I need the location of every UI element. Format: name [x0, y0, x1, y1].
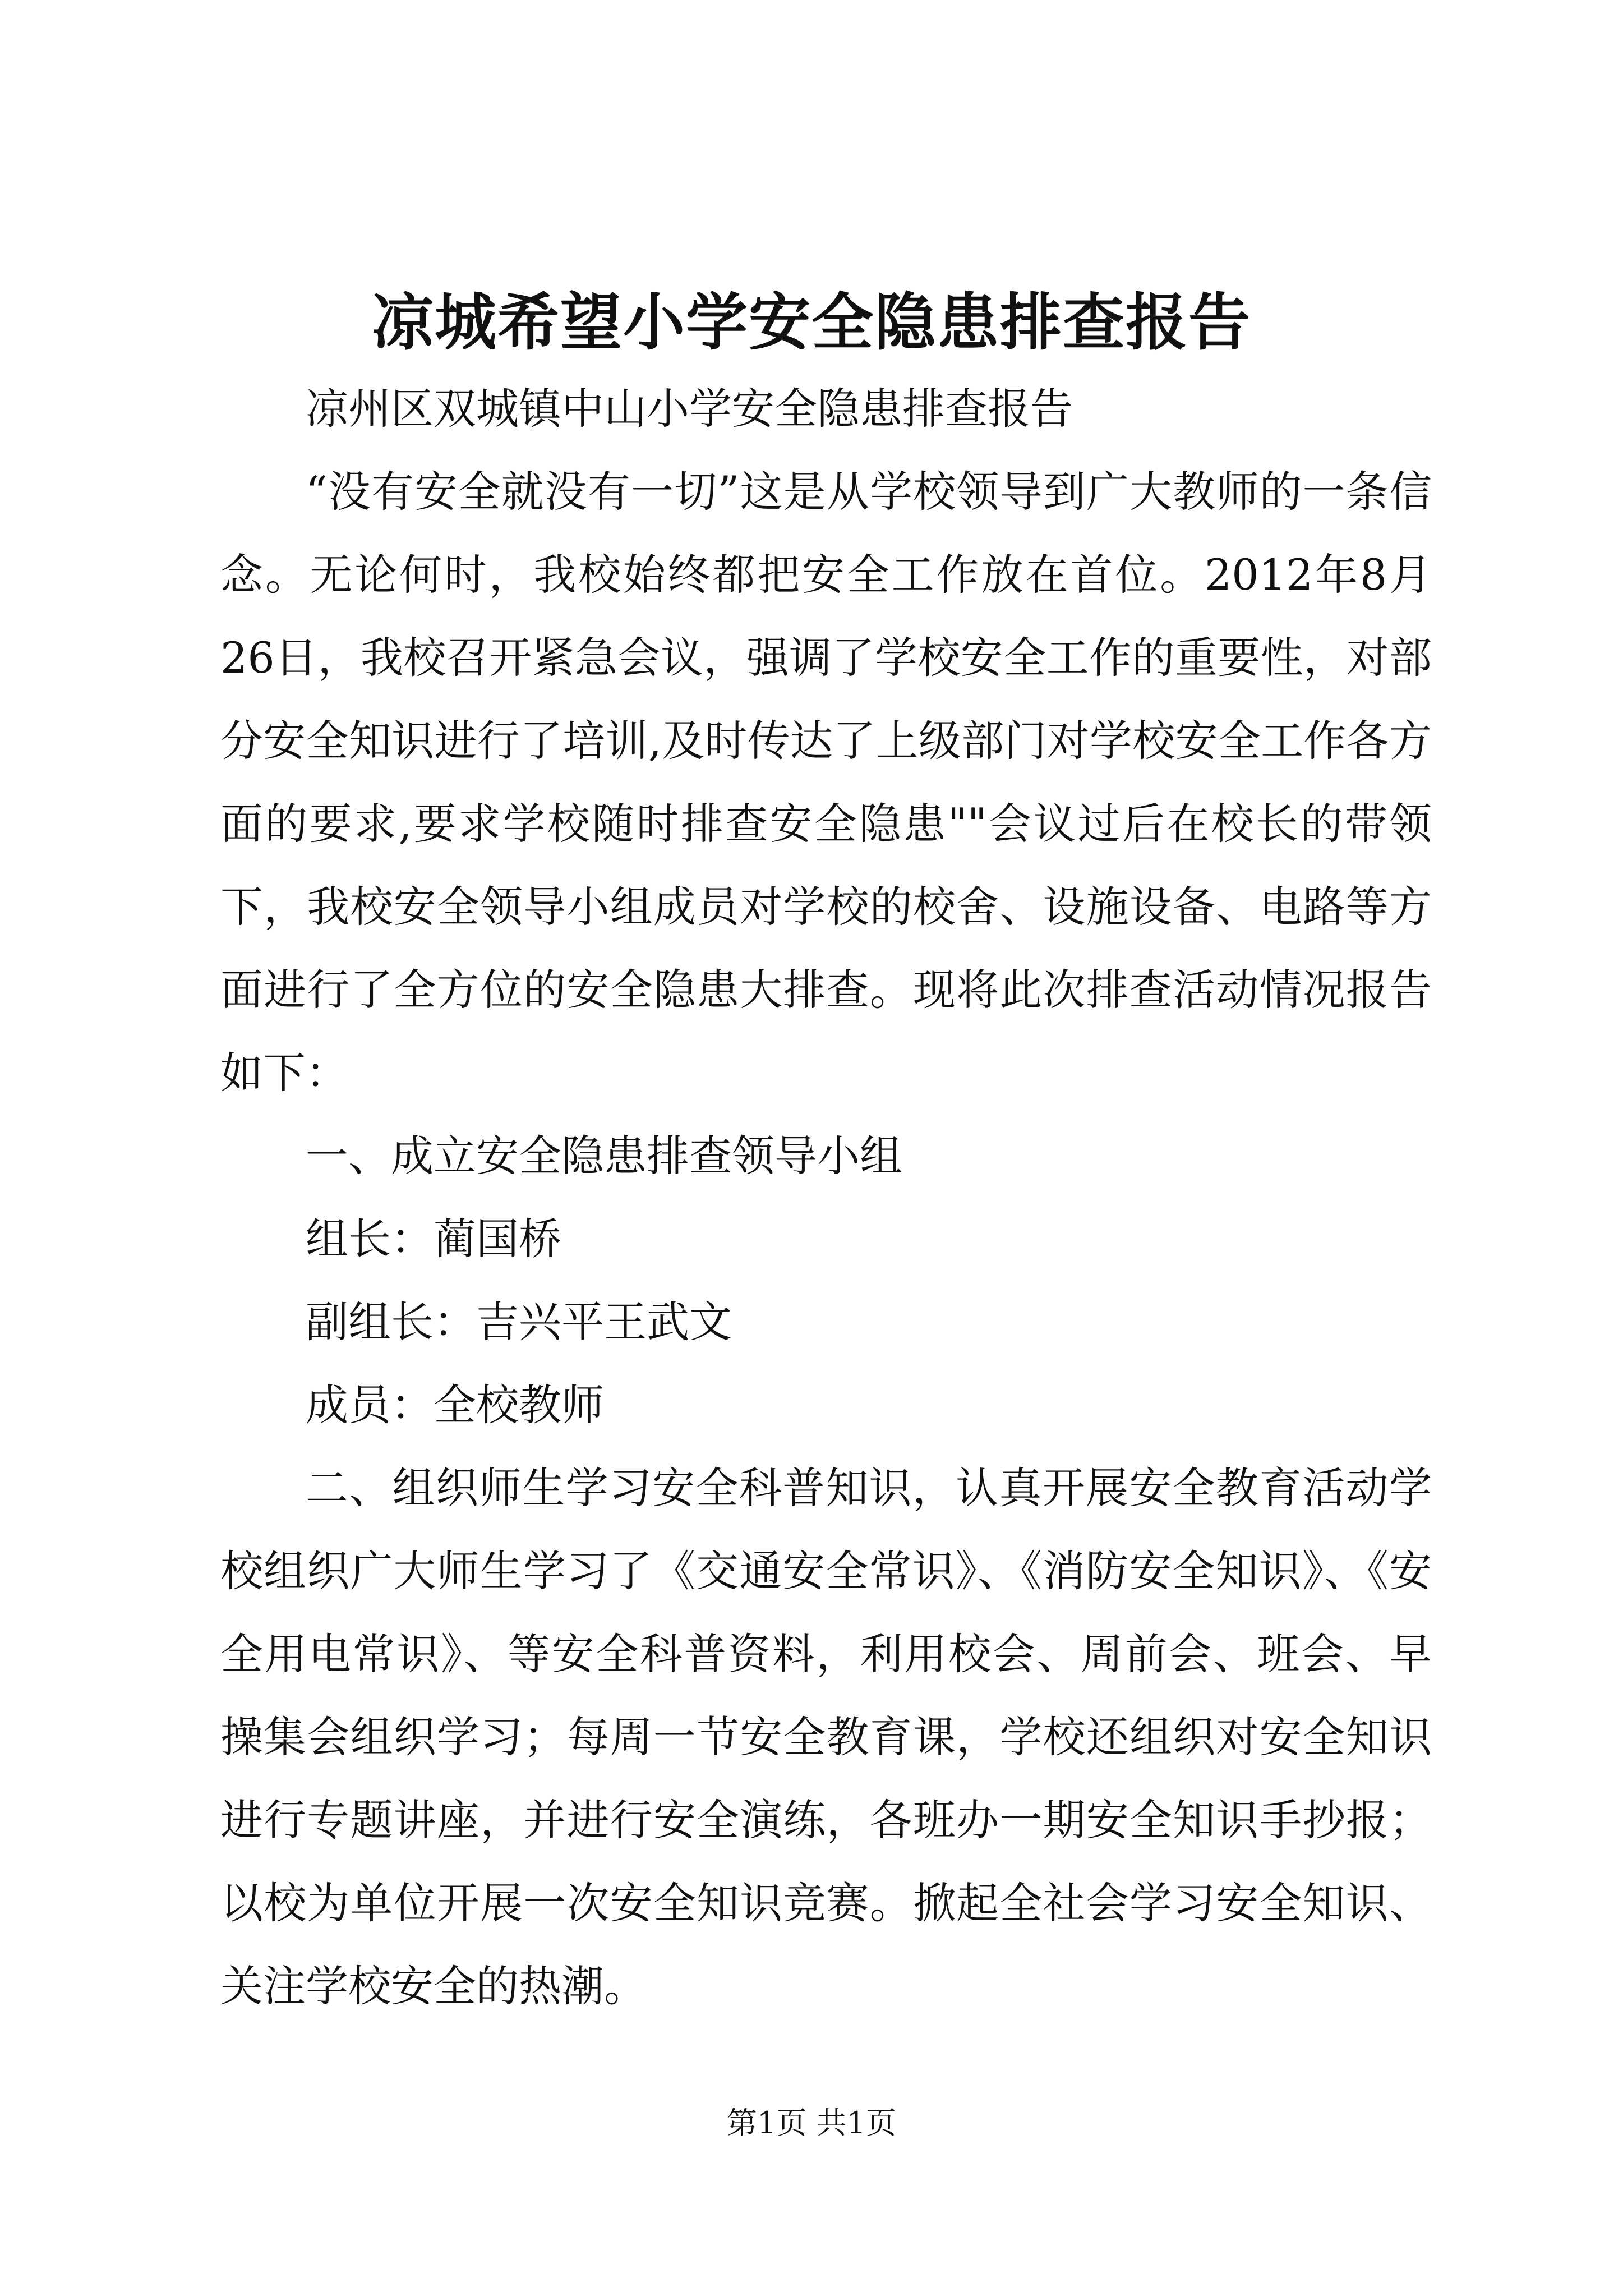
document-title: 凉城希望小学安全隐患排查报告 [372, 286, 1251, 358]
paragraph-members: 成员：全校教师 [306, 1380, 604, 1430]
paragraph-deputy-leaders: 副组长：吉兴平王武文 [306, 1297, 732, 1347]
paragraph-team-leader: 组长：蔺国桥 [306, 1214, 561, 1264]
paragraph-section-two: 二、组织师生学习安全科普知识，认真开展安全教育活动学校组织广大师生学习了《交通安全常识》、《消防安全知识》、《安全用电常识》、等安全科普资料，利用校会、周前会、班会、早操集会组织学习；每周一节安全教育课，学校还组织对安全知识进行专题讲座，并进行安全演练，各班办一期安全知识手抄报；以校为单位开展一次安全知识竞赛。掀起全社会学习安全知识、关注学校安全的热潮。 [220, 1463, 1432, 2011]
paragraph-subtitle: 凉州区双城镇中山小学安全隐患排查报告 [306, 384, 1073, 434]
page-footer: 第1页 共1页 [727, 2105, 896, 2141]
paragraph-intro: “没有安全就没有一切”这是从学校领导到广大教师的一条信念。无论何时，我校始终都把安全工作放在首位。2012年8月26日，我校召开紧急会议，强调了学校安全工作的重要性，对部分安全知识进行了培训,及时传达了上级部门对学校安全工作各方面的要求,要求学校随时排查安全隐患""会议过后在校长的带领下，我校安全领导小组成员对学校的校舍、设施设备、电路等方面进行了全方位的安全隐患大排查。现将此次排查活动情况报告如下： [220, 467, 1432, 1098]
paragraph-section-one-heading: 一、成立安全隐患排查领导小组 [306, 1131, 902, 1181]
document-body [220, 367, 1432, 2028]
